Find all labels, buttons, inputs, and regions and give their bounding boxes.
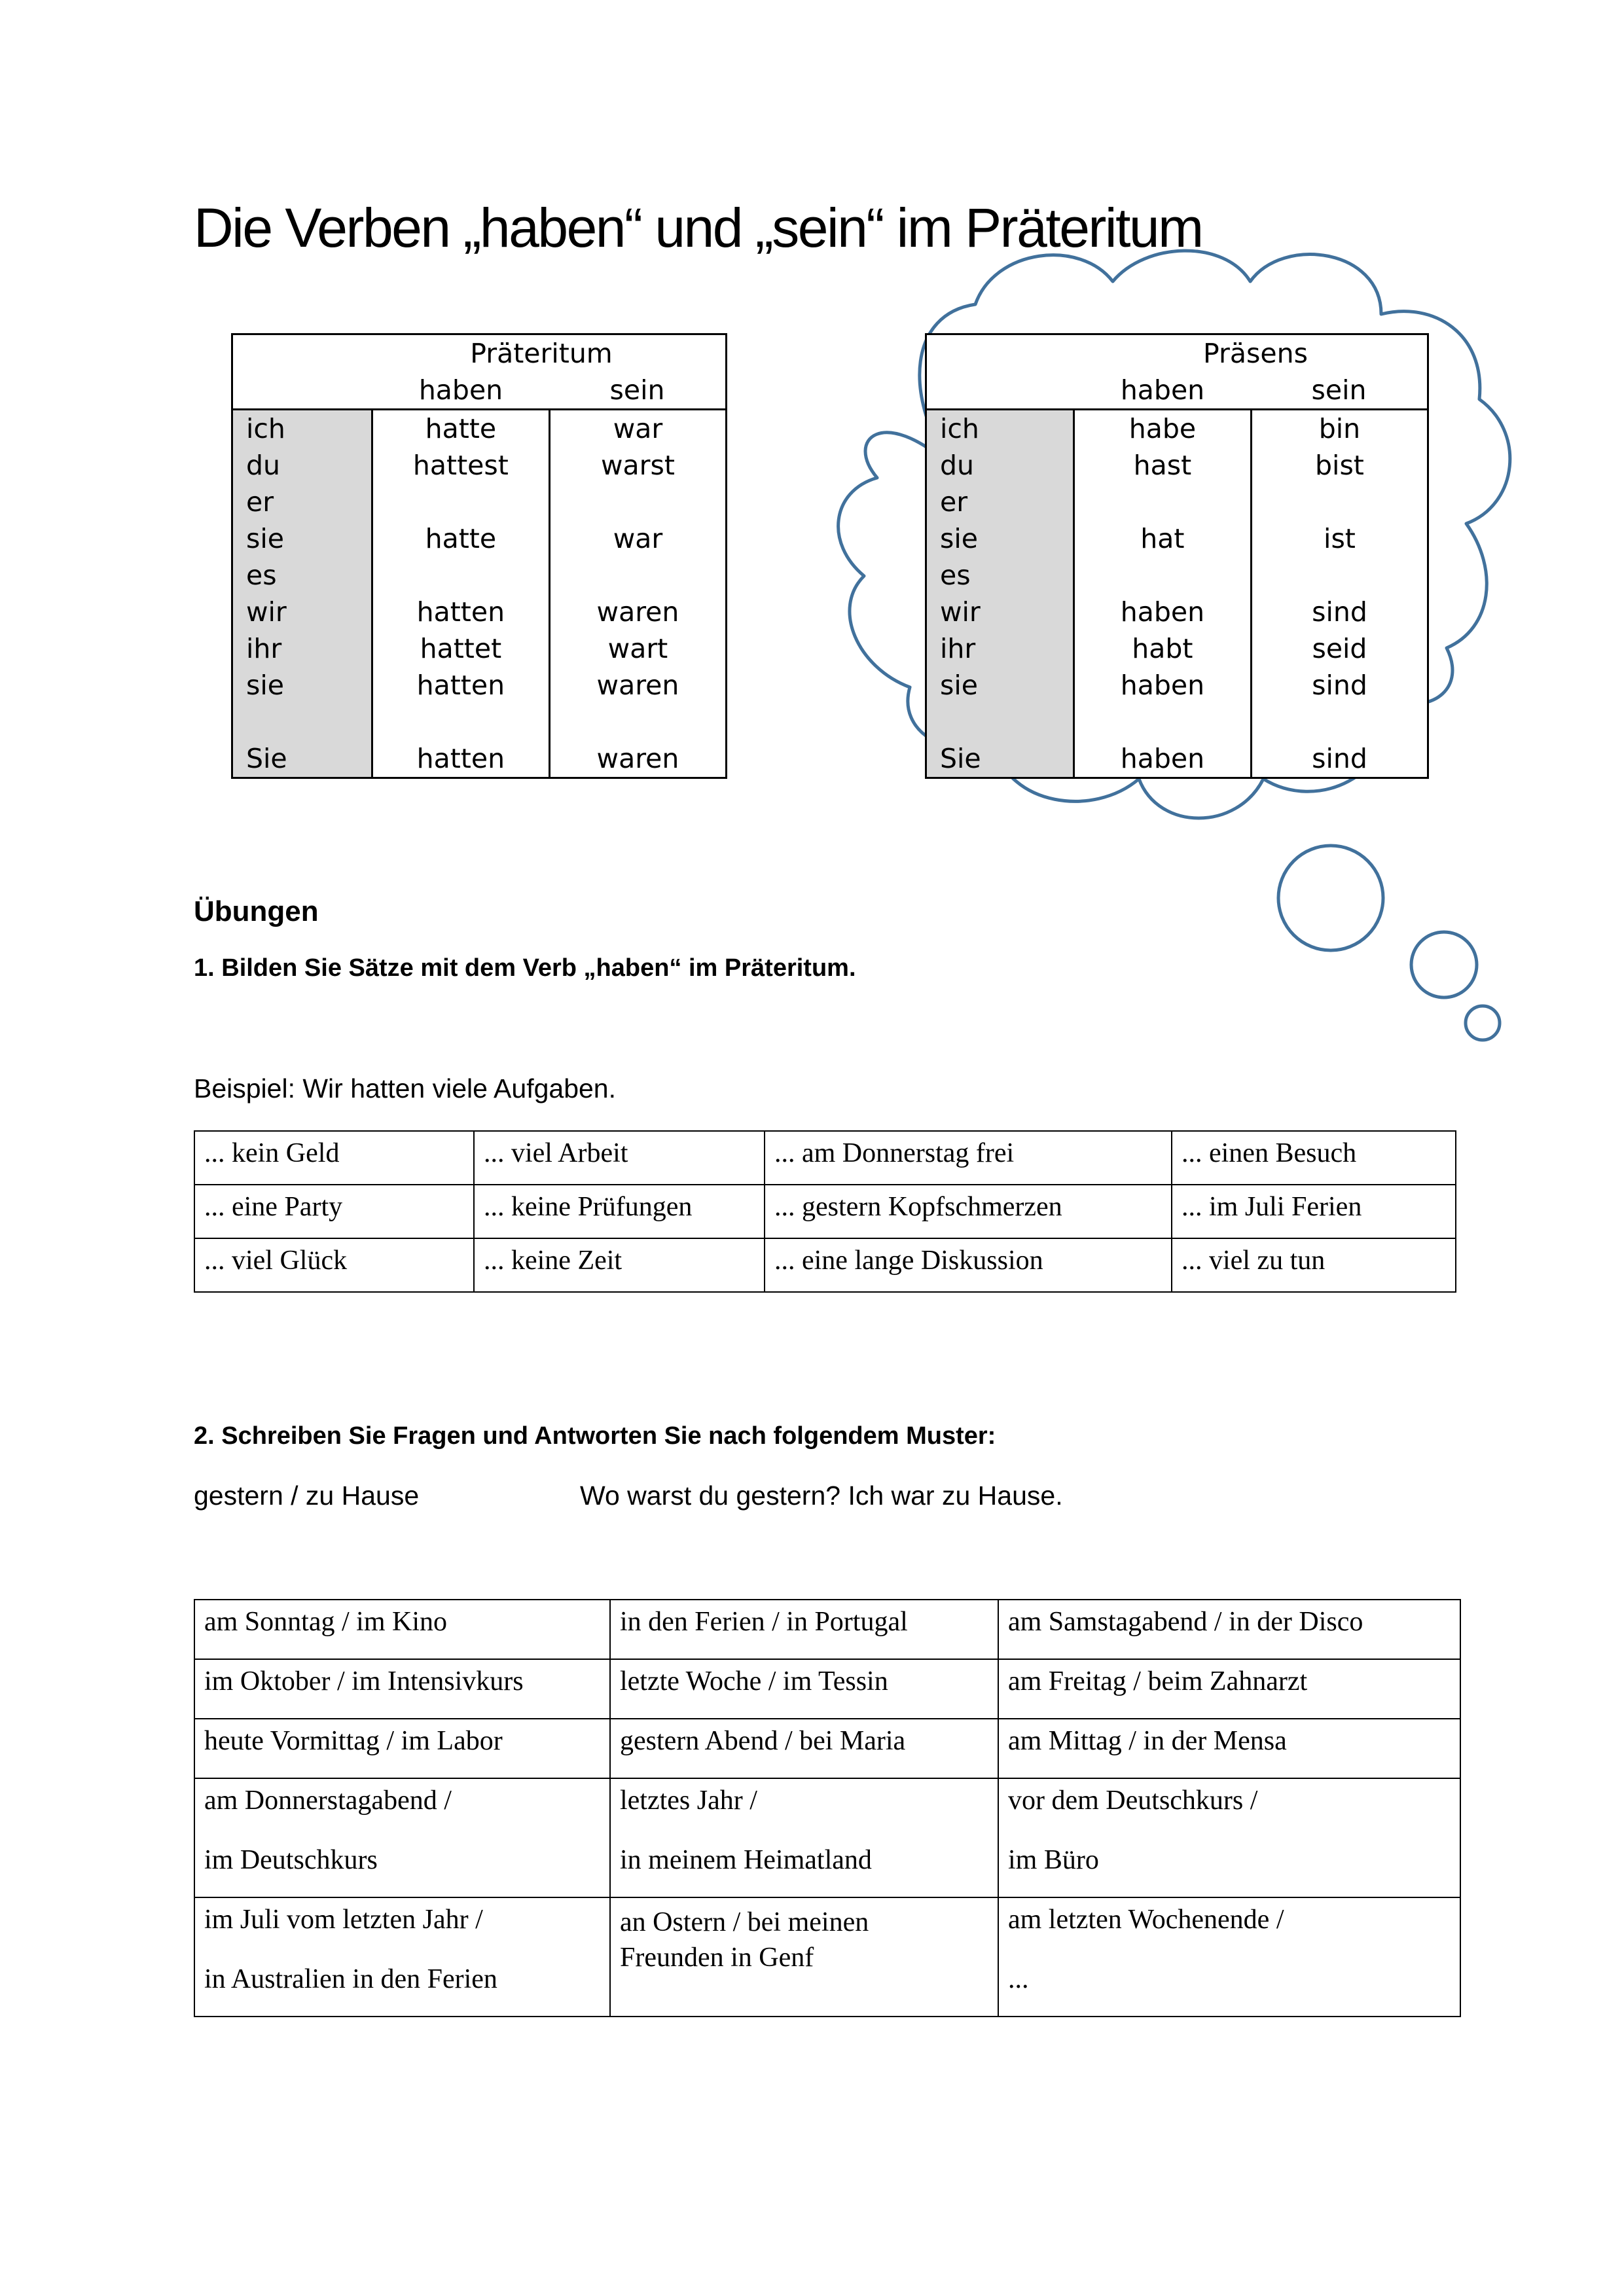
pronoun-cell: Sie (926, 740, 1074, 778)
sein-form-cell: bin (1318, 413, 1361, 444)
pronoun-cell: ich (926, 410, 1074, 448)
phrase-cell: ... keine Zeit (474, 1238, 765, 1292)
conjugation-table-praeteritum (231, 333, 727, 779)
table-row (194, 1659, 1460, 1719)
table-row (194, 1131, 1456, 1185)
cue-line-2: ... (1008, 1964, 1029, 1994)
pronoun-cell: sie (926, 667, 1074, 704)
cue-cell (610, 1897, 998, 2017)
haben-form-cell: haben (1074, 667, 1251, 704)
conjugation-row (926, 667, 1428, 704)
cue-line-1: letztes Jahr / (620, 1785, 757, 1816)
column-header-sein: sein (1311, 374, 1367, 406)
conjugation-row (926, 520, 1428, 557)
cue-line-2: im Deutschkurs (204, 1845, 378, 1875)
pronoun-cell: Sie (232, 740, 372, 778)
conjugation-row (232, 594, 727, 630)
table-row (194, 1600, 1460, 1659)
phrase-cell: ... viel zu tun (1172, 1238, 1456, 1292)
haben-form-cell (372, 557, 549, 594)
haben-form-cell: hatte (372, 520, 549, 557)
cue-cell (194, 1897, 610, 2017)
conjugation-row (232, 520, 727, 557)
sein-form-cell (549, 484, 726, 520)
pronoun-cell: sie (232, 520, 372, 557)
haben-form-cell: hast (1074, 447, 1251, 484)
conjugation-row (232, 667, 727, 704)
cue-line-1: im Juli vom letzten Jahr / (204, 1905, 483, 1935)
sein-form-cell (549, 704, 726, 740)
haben-form-cell: habe (1074, 410, 1251, 448)
cue-cell: im Oktober / im Intensivkurs (194, 1659, 610, 1719)
sein-form-cell: wart (607, 633, 668, 664)
conjugation-row (926, 410, 1428, 448)
haben-form-cell (1074, 704, 1251, 740)
conjugation-row (926, 740, 1428, 778)
tense-label: Präsens (1203, 338, 1308, 369)
haben-form-cell: hattet (372, 630, 549, 667)
haben-form-cell: habt (1074, 630, 1251, 667)
sein-form-cell (1251, 484, 1428, 520)
cue-cell (998, 1897, 1460, 2017)
phrase-cell: ... viel Glück (194, 1238, 474, 1292)
pronoun-cell: er (926, 484, 1074, 520)
conjugation-row (232, 704, 727, 740)
haben-form-cell: haben (1074, 740, 1251, 778)
sein-form-cell (1251, 704, 1428, 740)
haben-form-cell: hatten (372, 594, 549, 630)
pronoun-cell: wir (926, 594, 1074, 630)
cue-cell: gestern Abend / bei Maria (610, 1719, 998, 1778)
cue-line-2: in Australien in den Ferien (204, 1964, 497, 1994)
pronoun-cell (926, 704, 1074, 740)
sein-form-cell: ist (1324, 523, 1356, 554)
task2-grid (194, 1599, 1461, 2017)
pronoun-cell: sie (926, 520, 1074, 557)
cue-line-2: im Büro (1008, 1845, 1099, 1875)
conjugation-row (232, 740, 727, 778)
table-row (194, 1897, 1460, 2017)
pronoun-cell: ihr (232, 630, 372, 667)
task2-heading: 2. Schreiben Sie Fragen und Antworten Sie nach folgendem Muster: (194, 1422, 996, 1450)
pronoun-cell: er (232, 484, 372, 520)
conjugation-row (926, 484, 1428, 520)
phrase-cell: ... kein Geld (194, 1131, 474, 1185)
sein-form-cell (1251, 557, 1428, 594)
sein-form-cell: bist (1315, 450, 1364, 481)
phrase-cell: ... am Donnerstag frei (765, 1131, 1172, 1185)
task2-example-cue: gestern / zu Hause (194, 1480, 420, 1511)
tense-label: Präteritum (470, 338, 613, 369)
cue-cell: am Mittag / in der Mensa (998, 1719, 1460, 1778)
haben-form-cell: hattest (372, 447, 549, 484)
task1-grid (194, 1130, 1456, 1293)
cue-cell: in den Ferien / in Portugal (610, 1600, 998, 1659)
conjugation-row (232, 630, 727, 667)
cue-cell: letzte Woche / im Tessin (610, 1659, 998, 1719)
cue-cell (998, 1778, 1460, 1897)
column-header-haben: haben (418, 374, 503, 406)
conjugation-row (232, 557, 727, 594)
phrase-cell: ... einen Besuch (1172, 1131, 1456, 1185)
phrase-cell: ... keine Prüfungen (474, 1185, 765, 1238)
conjugation-table-praesens (925, 333, 1429, 779)
pronoun-cell (232, 704, 372, 740)
haben-form-cell (372, 484, 549, 520)
pronoun-cell: es (232, 557, 372, 594)
sein-form-cell: waren (596, 743, 679, 774)
pronoun-cell: es (926, 557, 1074, 594)
sein-form-cell: waren (596, 670, 679, 701)
cue-cell: heute Vormittag / im Labor (194, 1719, 610, 1778)
sein-form-cell: sind (1312, 670, 1367, 701)
column-header-haben: haben (1120, 374, 1205, 406)
phrase-cell: ... gestern Kopfschmerzen (765, 1185, 1172, 1238)
haben-form-cell: hat (1074, 520, 1251, 557)
column-header-sein: sein (609, 374, 665, 406)
task1-example: Beispiel: Wir hatten viele Aufgaben. (194, 1073, 616, 1103)
haben-form-cell (1074, 557, 1251, 594)
cue-cell: am Samstagabend / in der Disco (998, 1600, 1460, 1659)
haben-form-cell (1074, 484, 1251, 520)
conjugation-row (926, 704, 1428, 740)
cue-line-2: Freunden in Genf (620, 1943, 814, 1973)
cue-line-2: in meinem Heimatland (620, 1845, 872, 1875)
cue-cell: am Sonntag / im Kino (194, 1600, 610, 1659)
haben-form-cell: hatten (372, 740, 549, 778)
cue-cell (610, 1778, 998, 1897)
table-row (194, 1719, 1460, 1778)
page-title: Die Verben „haben“ und „sein“ im Präteritum (194, 197, 1202, 259)
pronoun-cell: sie (232, 667, 372, 704)
pronoun-cell: du (232, 447, 372, 484)
sein-form-cell: warst (600, 450, 675, 481)
sein-form-cell: war (613, 413, 663, 444)
cue-line-1: an Ostern / bei meinen (620, 1907, 869, 1937)
tense-header (232, 334, 727, 410)
pronoun-cell: wir (232, 594, 372, 630)
conjugation-row (926, 594, 1428, 630)
sein-form-cell: sind (1312, 743, 1367, 774)
phrase-cell: ... eine Party (194, 1185, 474, 1238)
exercises-heading: Übungen (194, 895, 319, 927)
haben-form-cell: hatten (372, 667, 549, 704)
sein-form-cell: seid (1312, 633, 1367, 664)
conjugation-row (926, 557, 1428, 594)
task2-example-answer: Wo warst du gestern? Ich war zu Hause. (580, 1480, 1063, 1511)
haben-form-cell (372, 704, 549, 740)
cue-line-1: am Donnerstagabend / (204, 1785, 452, 1816)
table-row (194, 1238, 1456, 1292)
table-row (194, 1778, 1460, 1897)
sein-form-cell: war (613, 523, 663, 554)
tense-header (926, 334, 1428, 410)
cue-cell: am Freitag / beim Zahnarzt (998, 1659, 1460, 1719)
pronoun-cell: ich (232, 410, 372, 448)
pronoun-cell: du (926, 447, 1074, 484)
sein-form-cell: sind (1312, 596, 1367, 628)
haben-form-cell: haben (1074, 594, 1251, 630)
task1-heading: 1. Bilden Sie Sätze mit dem Verb „haben“ im Präteritum. (194, 954, 856, 982)
conjugation-row (926, 630, 1428, 667)
cue-cell (194, 1778, 610, 1897)
sein-form-cell: waren (596, 596, 679, 628)
conjugation-row (232, 484, 727, 520)
conjugation-row (926, 447, 1428, 484)
cue-line-1: am letzten Wochenende / (1008, 1905, 1284, 1935)
haben-form-cell: hatte (372, 410, 549, 448)
phrase-cell: ... eine lange Diskussion (765, 1238, 1172, 1292)
phrase-cell: ... im Juli Ferien (1172, 1185, 1456, 1238)
pronoun-cell: ihr (926, 630, 1074, 667)
cue-line-1: vor dem Deutschkurs / (1008, 1785, 1258, 1816)
conjugation-row (232, 447, 727, 484)
phrase-cell: ... viel Arbeit (474, 1131, 765, 1185)
conjugation-row (232, 410, 727, 448)
sein-form-cell (549, 557, 726, 594)
table-row (194, 1185, 1456, 1238)
